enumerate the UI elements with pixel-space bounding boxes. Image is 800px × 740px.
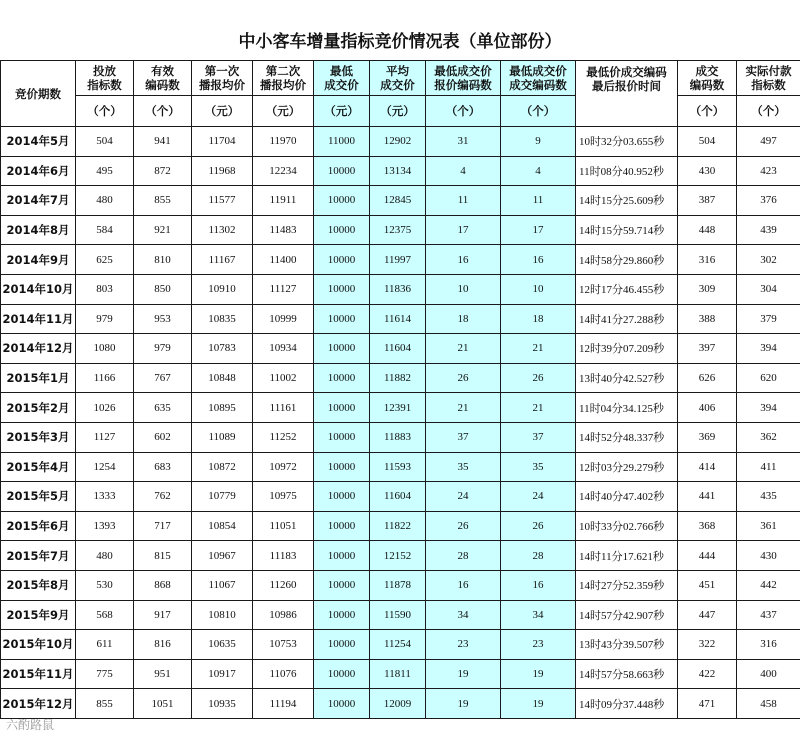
cell-min-bid-codes: 16 <box>426 570 501 600</box>
cell-min-bid-codes: 21 <box>426 334 501 364</box>
cell-first-avg: 10779 <box>192 482 253 512</box>
cell-min-price: 10000 <box>314 570 370 600</box>
cell-min-deal-codes: 35 <box>501 452 576 482</box>
cell-min-deal-codes: 24 <box>501 482 576 512</box>
cell-valid-codes: 855 <box>134 186 192 216</box>
cell-first-avg: 10854 <box>192 511 253 541</box>
cell-paid-quota: 497 <box>737 127 800 157</box>
cell-last-time: 14时27分52.359秒 <box>576 570 678 600</box>
cell-quota: 480 <box>76 186 134 216</box>
cell-avg-price: 11883 <box>370 422 426 452</box>
cell-paid-quota: 361 <box>737 511 800 541</box>
cell-deal-codes: 368 <box>678 511 737 541</box>
cell-min-price: 10000 <box>314 511 370 541</box>
unit-valid-codes: （个） <box>134 96 192 127</box>
cell-valid-codes: 816 <box>134 630 192 660</box>
cell-min-deal-codes: 21 <box>501 393 576 423</box>
cell-min-deal-codes: 28 <box>501 541 576 571</box>
cell-first-avg: 11167 <box>192 245 253 275</box>
unit-min-bid-codes: （个） <box>426 96 501 127</box>
cell-first-avg: 10635 <box>192 630 253 660</box>
table-row <box>1 689 800 719</box>
cell-period: 2014年5月 <box>1 127 76 157</box>
cell-period: 2015年11月 <box>1 659 76 689</box>
header-avg-price: 平均 成交价 <box>370 61 426 96</box>
cell-second-avg: 10975 <box>253 482 314 512</box>
cell-paid-quota: 458 <box>737 689 800 719</box>
cell-quota: 530 <box>76 570 134 600</box>
cell-avg-price: 11604 <box>370 334 426 364</box>
cell-deal-codes: 448 <box>678 215 737 245</box>
cell-second-avg: 10753 <box>253 630 314 660</box>
cell-min-deal-codes: 19 <box>501 689 576 719</box>
cell-deal-codes: 387 <box>678 186 737 216</box>
cell-period: 2015年8月 <box>1 570 76 600</box>
cell-first-avg: 11704 <box>192 127 253 157</box>
cell-first-avg: 10935 <box>192 689 253 719</box>
cell-min-price: 10000 <box>314 659 370 689</box>
cell-paid-quota: 411 <box>737 452 800 482</box>
cell-last-time: 12时17分46.455秒 <box>576 274 678 304</box>
cell-paid-quota: 302 <box>737 245 800 275</box>
cell-quota: 1080 <box>76 334 134 364</box>
cell-valid-codes: 602 <box>134 422 192 452</box>
cell-period: 2014年8月 <box>1 215 76 245</box>
cell-first-avg: 11067 <box>192 570 253 600</box>
cell-min-bid-codes: 24 <box>426 482 501 512</box>
cell-deal-codes: 309 <box>678 274 737 304</box>
cell-min-price: 10000 <box>314 304 370 334</box>
cell-deal-codes: 447 <box>678 600 737 630</box>
table-row <box>1 541 800 571</box>
cell-min-price: 10000 <box>314 600 370 630</box>
cell-quota: 504 <box>76 127 134 157</box>
cell-period: 2015年5月 <box>1 482 76 512</box>
cell-avg-price: 11590 <box>370 600 426 630</box>
cell-deal-codes: 451 <box>678 570 737 600</box>
cell-paid-quota: 437 <box>737 600 800 630</box>
table-row <box>1 274 800 304</box>
cell-min-price: 10000 <box>314 393 370 423</box>
cell-valid-codes: 953 <box>134 304 192 334</box>
cell-quota: 1393 <box>76 511 134 541</box>
cell-valid-codes: 767 <box>134 363 192 393</box>
cell-paid-quota: 394 <box>737 334 800 364</box>
cell-min-bid-codes: 26 <box>426 363 501 393</box>
table-row <box>1 422 800 452</box>
unit-first-avg: （元） <box>192 96 253 127</box>
cell-valid-codes: 683 <box>134 452 192 482</box>
cell-quota: 979 <box>76 304 134 334</box>
unit-min-price: （元） <box>314 96 370 127</box>
cell-last-time: 14时52分48.337秒 <box>576 422 678 452</box>
table-row <box>1 127 800 157</box>
cell-last-time: 12时39分07.209秒 <box>576 334 678 364</box>
cell-last-time: 14时57分42.907秒 <box>576 600 678 630</box>
cell-period: 2015年2月 <box>1 393 76 423</box>
table-row <box>1 659 800 689</box>
cell-last-time: 14时09分37.448秒 <box>576 689 678 719</box>
cell-avg-price: 11836 <box>370 274 426 304</box>
header-deal-codes: 成交 编码数 <box>678 61 737 96</box>
cell-valid-codes: 979 <box>134 334 192 364</box>
cell-min-price: 11000 <box>314 127 370 157</box>
cell-second-avg: 11002 <box>253 363 314 393</box>
cell-last-time: 14时57分58.663秒 <box>576 659 678 689</box>
cell-last-time: 14时11分17.621秒 <box>576 541 678 571</box>
cell-avg-price: 11878 <box>370 570 426 600</box>
cell-second-avg: 11161 <box>253 393 314 423</box>
header-valid-codes: 有效 编码数 <box>134 61 192 96</box>
cell-min-deal-codes: 18 <box>501 304 576 334</box>
header-last-time: 最低价成交编码 最后报价时间 <box>576 61 678 127</box>
cell-valid-codes: 868 <box>134 570 192 600</box>
cell-first-avg: 10810 <box>192 600 253 630</box>
cell-quota: 480 <box>76 541 134 571</box>
cell-min-bid-codes: 19 <box>426 659 501 689</box>
cell-period: 2015年3月 <box>1 422 76 452</box>
cell-period: 2014年10月 <box>1 274 76 304</box>
cell-deal-codes: 322 <box>678 630 737 660</box>
cell-period: 2015年10月 <box>1 630 76 660</box>
cell-min-bid-codes: 23 <box>426 630 501 660</box>
cell-quota: 611 <box>76 630 134 660</box>
unit-quota: （个） <box>76 96 134 127</box>
cell-min-bid-codes: 26 <box>426 511 501 541</box>
cell-min-bid-codes: 16 <box>426 245 501 275</box>
cell-min-price: 10000 <box>314 186 370 216</box>
cell-second-avg: 11483 <box>253 215 314 245</box>
cell-first-avg: 11968 <box>192 156 253 186</box>
cell-paid-quota: 620 <box>737 363 800 393</box>
cell-paid-quota: 379 <box>737 304 800 334</box>
cell-second-avg: 11051 <box>253 511 314 541</box>
cell-valid-codes: 815 <box>134 541 192 571</box>
cell-quota: 1254 <box>76 452 134 482</box>
cell-min-bid-codes: 35 <box>426 452 501 482</box>
watermark: 六酌路鼠 <box>6 718 55 732</box>
cell-period: 2014年11月 <box>1 304 76 334</box>
cell-avg-price: 12009 <box>370 689 426 719</box>
cell-period: 2014年7月 <box>1 186 76 216</box>
cell-min-price: 10000 <box>314 156 370 186</box>
table-row <box>1 334 800 364</box>
cell-deal-codes: 406 <box>678 393 737 423</box>
cell-period: 2015年9月 <box>1 600 76 630</box>
header-paid-quota: 实际付款 指标数 <box>737 61 800 96</box>
cell-period: 2015年4月 <box>1 452 76 482</box>
cell-second-avg: 11400 <box>253 245 314 275</box>
table-row <box>1 186 800 216</box>
cell-first-avg: 10848 <box>192 363 253 393</box>
cell-valid-codes: 1051 <box>134 689 192 719</box>
cell-min-price: 10000 <box>314 541 370 571</box>
cell-deal-codes: 414 <box>678 452 737 482</box>
cell-last-time: 14时15分25.609秒 <box>576 186 678 216</box>
cell-avg-price: 11811 <box>370 659 426 689</box>
table-row <box>1 363 800 393</box>
cell-min-price: 10000 <box>314 689 370 719</box>
cell-valid-codes: 941 <box>134 127 192 157</box>
cell-valid-codes: 872 <box>134 156 192 186</box>
cell-quota: 1026 <box>76 393 134 423</box>
table-row <box>1 630 800 660</box>
cell-deal-codes: 430 <box>678 156 737 186</box>
cell-quota: 495 <box>76 156 134 186</box>
cell-min-deal-codes: 19 <box>501 659 576 689</box>
table-row <box>1 600 800 630</box>
cell-min-price: 10000 <box>314 630 370 660</box>
cell-avg-price: 11882 <box>370 363 426 393</box>
cell-last-time: 11时08分40.952秒 <box>576 156 678 186</box>
cell-min-bid-codes: 4 <box>426 156 501 186</box>
header-min-deal-codes: 最低成交价 成交编码数 <box>501 61 576 96</box>
cell-period: 2014年12月 <box>1 334 76 364</box>
table-row <box>1 245 800 275</box>
cell-first-avg: 11302 <box>192 215 253 245</box>
cell-avg-price: 12902 <box>370 127 426 157</box>
table-row <box>1 393 800 423</box>
cell-deal-codes: 316 <box>678 245 737 275</box>
cell-min-price: 10000 <box>314 334 370 364</box>
header-quota: 投放 指标数 <box>76 61 134 96</box>
header-first-avg: 第一次 播报均价 <box>192 61 253 96</box>
cell-last-time: 13时40分42.527秒 <box>576 363 678 393</box>
cell-paid-quota: 423 <box>737 156 800 186</box>
cell-avg-price: 11604 <box>370 482 426 512</box>
cell-avg-price: 11593 <box>370 452 426 482</box>
cell-paid-quota: 435 <box>737 482 800 512</box>
cell-min-price: 10000 <box>314 482 370 512</box>
table-row <box>1 511 800 541</box>
cell-period: 2014年9月 <box>1 245 76 275</box>
cell-deal-codes: 397 <box>678 334 737 364</box>
cell-paid-quota: 316 <box>737 630 800 660</box>
cell-first-avg: 11089 <box>192 422 253 452</box>
cell-paid-quota: 394 <box>737 393 800 423</box>
cell-period: 2014年6月 <box>1 156 76 186</box>
cell-valid-codes: 921 <box>134 215 192 245</box>
cell-quota: 803 <box>76 274 134 304</box>
cell-min-deal-codes: 16 <box>501 570 576 600</box>
table-row <box>1 452 800 482</box>
cell-valid-codes: 635 <box>134 393 192 423</box>
cell-period: 2015年12月 <box>1 689 76 719</box>
unit-min-deal-codes: （个） <box>501 96 576 127</box>
cell-avg-price: 11254 <box>370 630 426 660</box>
cell-last-time: 13时43分39.507秒 <box>576 630 678 660</box>
cell-min-deal-codes: 9 <box>501 127 576 157</box>
cell-quota: 1333 <box>76 482 134 512</box>
cell-deal-codes: 504 <box>678 127 737 157</box>
cell-first-avg: 10895 <box>192 393 253 423</box>
cell-avg-price: 12845 <box>370 186 426 216</box>
bidding-table <box>0 60 800 719</box>
cell-deal-codes: 388 <box>678 304 737 334</box>
cell-min-price: 10000 <box>314 245 370 275</box>
cell-min-deal-codes: 17 <box>501 215 576 245</box>
cell-last-time: 14时40分47.402秒 <box>576 482 678 512</box>
cell-deal-codes: 626 <box>678 363 737 393</box>
cell-quota: 625 <box>76 245 134 275</box>
cell-second-avg: 11183 <box>253 541 314 571</box>
cell-valid-codes: 717 <box>134 511 192 541</box>
cell-min-price: 10000 <box>314 274 370 304</box>
cell-second-avg: 10934 <box>253 334 314 364</box>
cell-second-avg: 10986 <box>253 600 314 630</box>
cell-min-deal-codes: 34 <box>501 600 576 630</box>
cell-min-bid-codes: 19 <box>426 689 501 719</box>
cell-min-bid-codes: 11 <box>426 186 501 216</box>
cell-min-bid-codes: 31 <box>426 127 501 157</box>
cell-quota: 568 <box>76 600 134 630</box>
cell-valid-codes: 917 <box>134 600 192 630</box>
cell-valid-codes: 762 <box>134 482 192 512</box>
cell-first-avg: 10835 <box>192 304 253 334</box>
cell-period: 2015年7月 <box>1 541 76 571</box>
cell-avg-price: 12152 <box>370 541 426 571</box>
unit-paid-quota: （个） <box>737 96 800 127</box>
unit-avg-price: （元） <box>370 96 426 127</box>
cell-avg-price: 11822 <box>370 511 426 541</box>
cell-first-avg: 10783 <box>192 334 253 364</box>
cell-second-avg: 11260 <box>253 570 314 600</box>
cell-second-avg: 10972 <box>253 452 314 482</box>
cell-last-time: 10时32分03.655秒 <box>576 127 678 157</box>
cell-min-price: 10000 <box>314 422 370 452</box>
cell-paid-quota: 304 <box>737 274 800 304</box>
cell-last-time: 11时04分34.125秒 <box>576 393 678 423</box>
cell-first-avg: 10967 <box>192 541 253 571</box>
cell-paid-quota: 400 <box>737 659 800 689</box>
cell-min-bid-codes: 37 <box>426 422 501 452</box>
cell-second-avg: 11911 <box>253 186 314 216</box>
cell-avg-price: 11614 <box>370 304 426 334</box>
cell-valid-codes: 951 <box>134 659 192 689</box>
table-row <box>1 570 800 600</box>
cell-paid-quota: 442 <box>737 570 800 600</box>
header-second-avg: 第二次 播报均价 <box>253 61 314 96</box>
cell-paid-quota: 439 <box>737 215 800 245</box>
cell-min-deal-codes: 10 <box>501 274 576 304</box>
cell-paid-quota: 430 <box>737 541 800 571</box>
cell-min-price: 10000 <box>314 215 370 245</box>
cell-last-time: 14时58分29.860秒 <box>576 245 678 275</box>
cell-period: 2015年1月 <box>1 363 76 393</box>
table-title: 中小客车增量指标竞价情况表（单位部份） <box>238 32 562 52</box>
table-row <box>1 482 800 512</box>
cell-quota: 584 <box>76 215 134 245</box>
cell-second-avg: 11970 <box>253 127 314 157</box>
table-row <box>1 215 800 245</box>
cell-valid-codes: 850 <box>134 274 192 304</box>
cell-quota: 855 <box>76 689 134 719</box>
cell-min-deal-codes: 16 <box>501 245 576 275</box>
cell-min-deal-codes: 26 <box>501 363 576 393</box>
cell-min-deal-codes: 26 <box>501 511 576 541</box>
cell-min-bid-codes: 10 <box>426 274 501 304</box>
cell-last-time: 10时33分02.766秒 <box>576 511 678 541</box>
header-min-price: 最低 成交价 <box>314 61 370 96</box>
cell-last-time: 14时41分27.288秒 <box>576 304 678 334</box>
cell-deal-codes: 441 <box>678 482 737 512</box>
unit-second-avg: （元） <box>253 96 314 127</box>
cell-min-bid-codes: 34 <box>426 600 501 630</box>
table-row <box>1 156 800 186</box>
cell-first-avg: 10872 <box>192 452 253 482</box>
cell-deal-codes: 444 <box>678 541 737 571</box>
cell-last-time: 12时03分29.279秒 <box>576 452 678 482</box>
cell-quota: 1166 <box>76 363 134 393</box>
cell-second-avg: 10999 <box>253 304 314 334</box>
table-row <box>1 304 800 334</box>
cell-min-bid-codes: 17 <box>426 215 501 245</box>
unit-deal-codes: （个） <box>678 96 737 127</box>
cell-min-deal-codes: 4 <box>501 156 576 186</box>
cell-min-deal-codes: 21 <box>501 334 576 364</box>
cell-valid-codes: 810 <box>134 245 192 275</box>
header-period: 竞价期数 <box>1 61 76 127</box>
cell-second-avg: 11127 <box>253 274 314 304</box>
cell-second-avg: 11076 <box>253 659 314 689</box>
cell-min-bid-codes: 18 <box>426 304 501 334</box>
cell-paid-quota: 376 <box>737 186 800 216</box>
cell-period: 2015年6月 <box>1 511 76 541</box>
cell-min-deal-codes: 23 <box>501 630 576 660</box>
cell-deal-codes: 422 <box>678 659 737 689</box>
cell-quota: 775 <box>76 659 134 689</box>
cell-last-time: 14时15分59.714秒 <box>576 215 678 245</box>
cell-deal-codes: 471 <box>678 689 737 719</box>
cell-min-deal-codes: 37 <box>501 422 576 452</box>
cell-min-bid-codes: 28 <box>426 541 501 571</box>
cell-first-avg: 10917 <box>192 659 253 689</box>
cell-quota: 1127 <box>76 422 134 452</box>
cell-min-price: 10000 <box>314 363 370 393</box>
cell-first-avg: 10910 <box>192 274 253 304</box>
cell-paid-quota: 362 <box>737 422 800 452</box>
cell-avg-price: 12375 <box>370 215 426 245</box>
cell-avg-price: 13134 <box>370 156 426 186</box>
cell-second-avg: 12234 <box>253 156 314 186</box>
cell-avg-price: 12391 <box>370 393 426 423</box>
cell-first-avg: 11577 <box>192 186 253 216</box>
table-body <box>1 127 800 719</box>
cell-min-bid-codes: 21 <box>426 393 501 423</box>
cell-min-deal-codes: 11 <box>501 186 576 216</box>
cell-avg-price: 11997 <box>370 245 426 275</box>
cell-min-price: 10000 <box>314 452 370 482</box>
cell-second-avg: 11252 <box>253 422 314 452</box>
header-min-bid-codes: 最低成交价 报价编码数 <box>426 61 501 96</box>
cell-deal-codes: 369 <box>678 422 737 452</box>
cell-second-avg: 11194 <box>253 689 314 719</box>
